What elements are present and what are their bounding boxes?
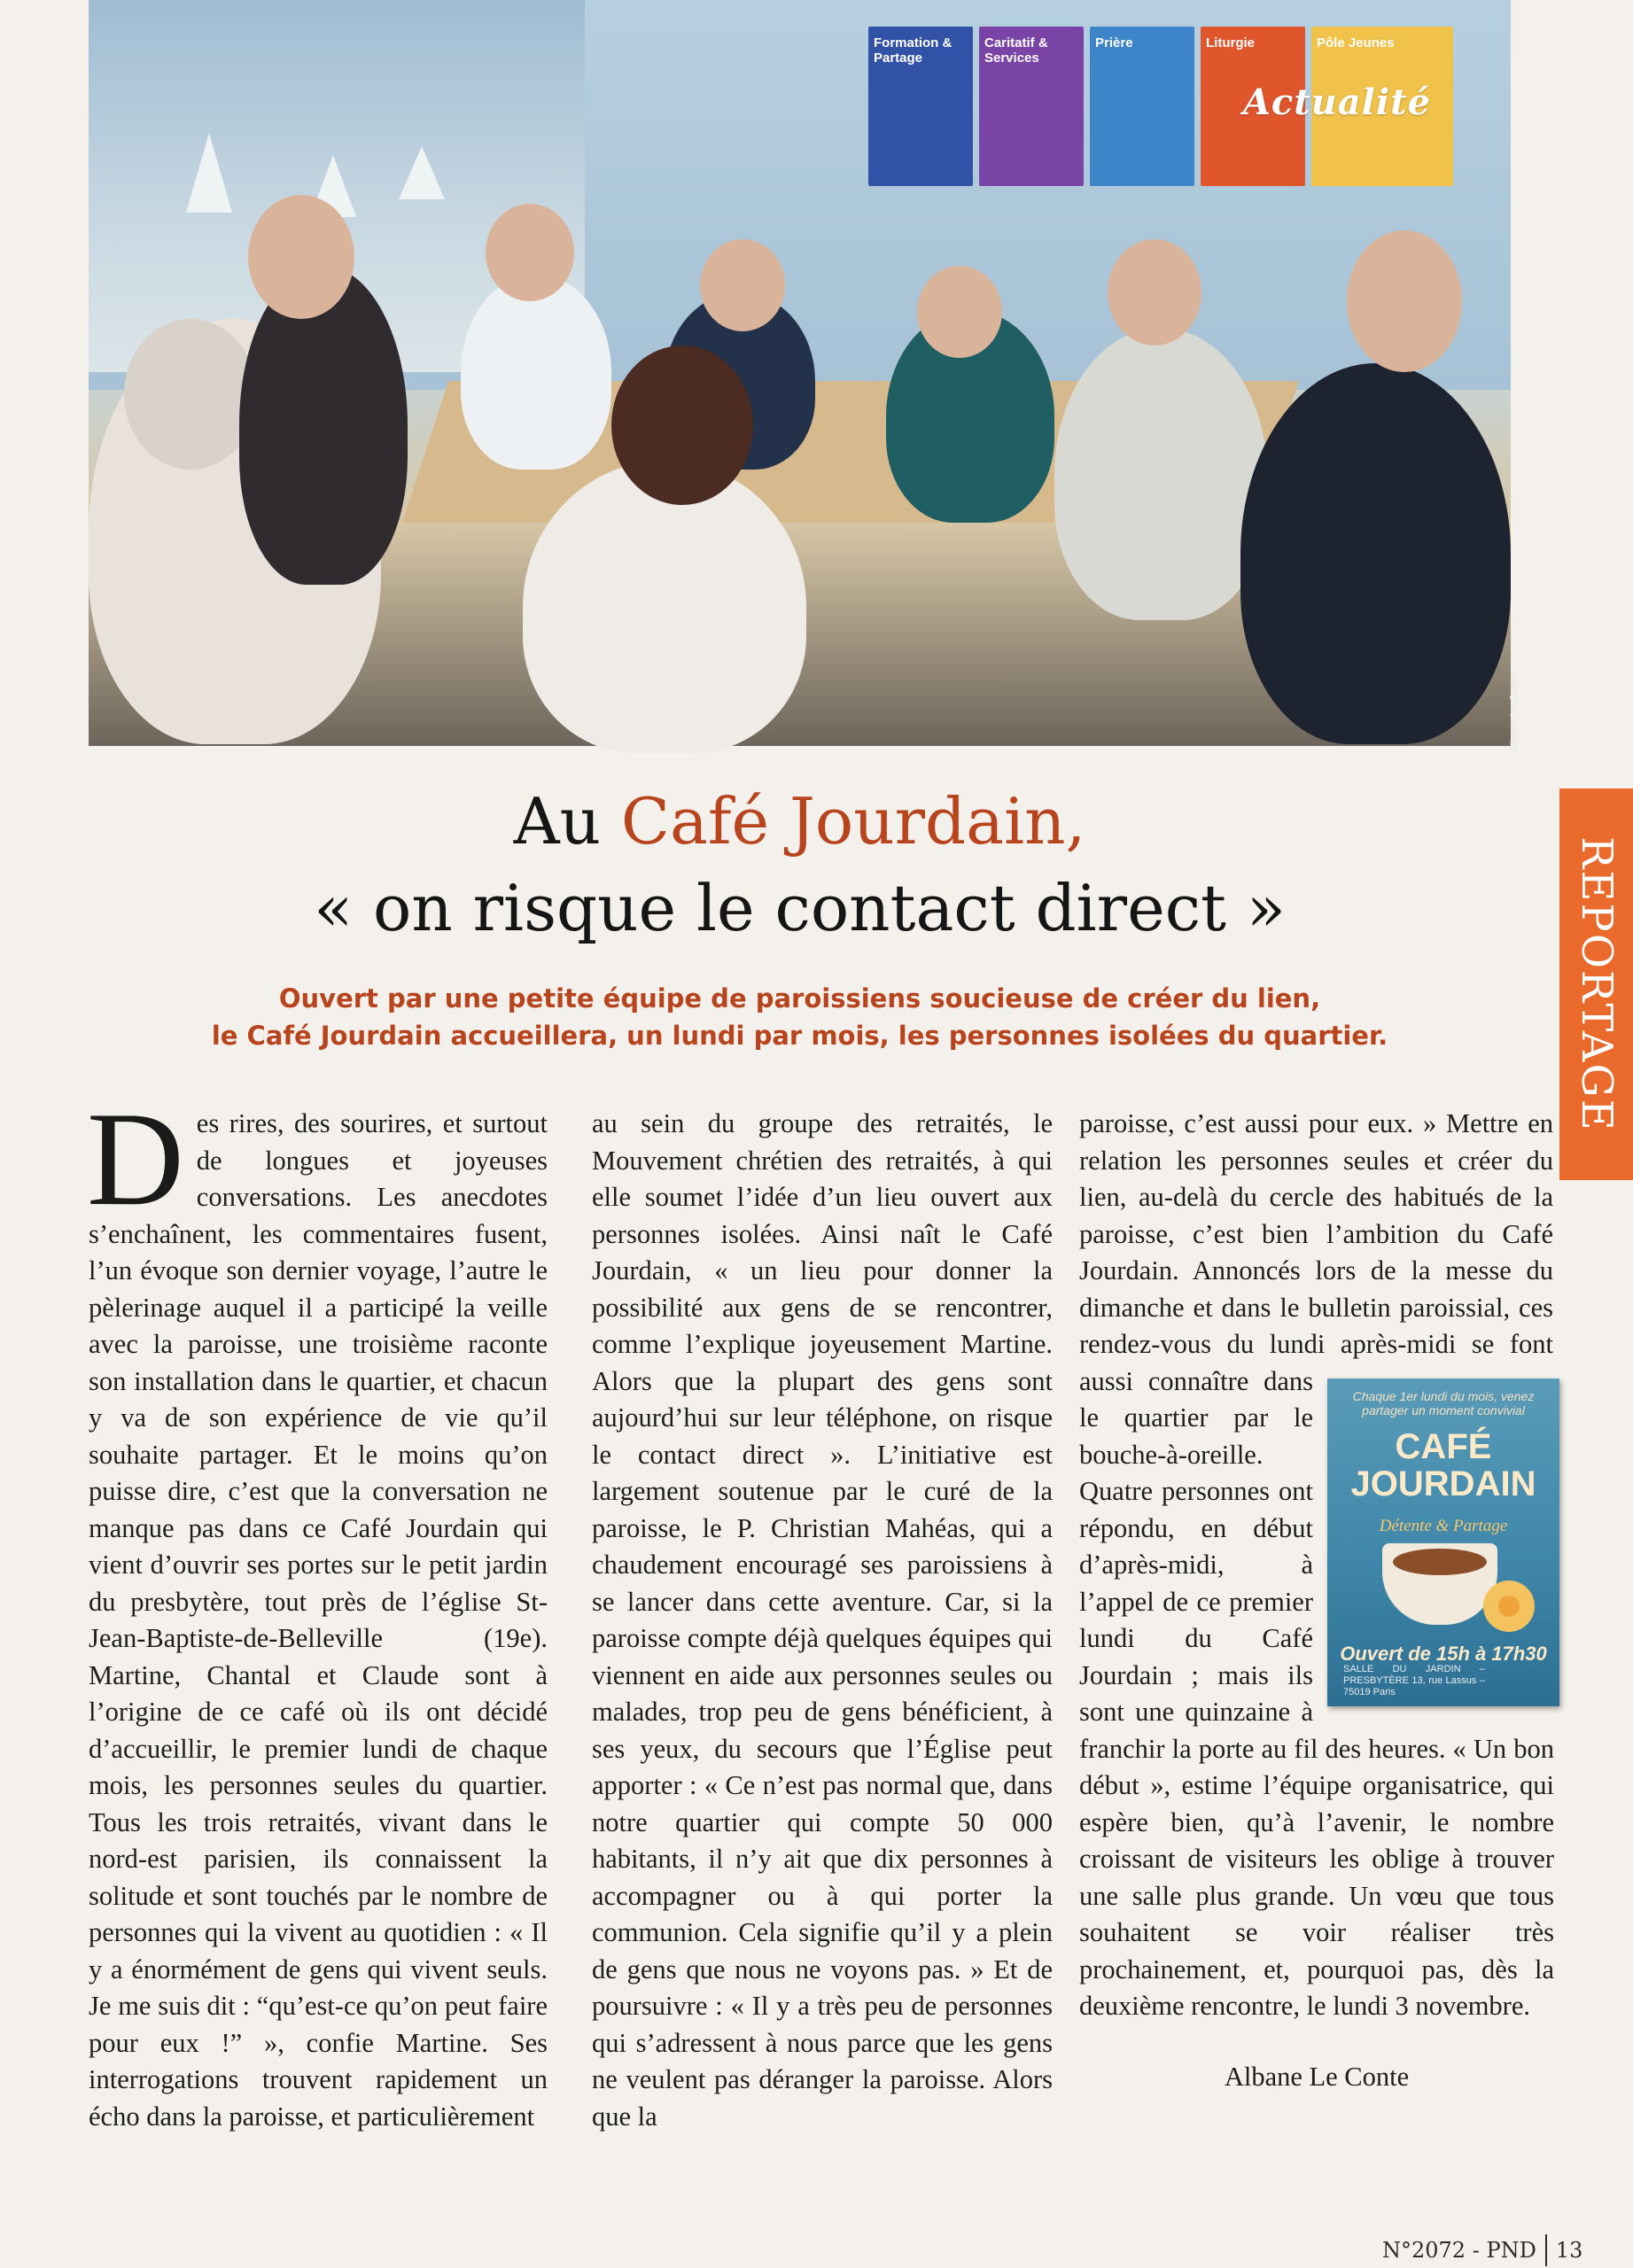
person-shape <box>1240 363 1511 744</box>
float-spacer <box>1553 1106 1554 1379</box>
reportage-tab-label: REPORTAGE <box>1571 836 1621 1132</box>
person-head-shape <box>124 319 257 470</box>
photo-credit: Albane Le Conte <box>1507 673 1520 753</box>
person-shape <box>461 275 611 470</box>
poster-formation <box>868 27 973 186</box>
issue-number: N°2072 - PND <box>1382 2238 1536 2263</box>
author-signature: Albane Le Conte <box>1224 2061 1410 2092</box>
page-folio <box>1382 2234 1582 2266</box>
person-shape <box>239 266 408 585</box>
standfirst <box>89 980 1511 1054</box>
reportage-tab <box>1559 788 1633 1180</box>
person-head-shape <box>1108 239 1201 346</box>
poster-priere <box>1090 27 1194 186</box>
poster-label: Formation & Partage <box>874 35 953 66</box>
group-photo <box>89 0 1520 753</box>
flower-icon <box>1483 1581 1535 1632</box>
person-head-shape <box>248 195 354 319</box>
article-column-1 <box>87 1084 548 2135</box>
headline-prefix: Au <box>513 784 621 858</box>
poster-label: Liturgie <box>1206 35 1255 50</box>
drop-cap: D <box>87 1084 184 1233</box>
coffee-surface-icon <box>1393 1549 1487 1575</box>
sailboat-shape <box>186 133 232 213</box>
leaflet-hours: Ouvert de 15h à 17h30 <box>1340 1643 1547 1665</box>
person-head-shape <box>611 346 753 505</box>
section-label: Actualité <box>1242 82 1431 123</box>
article-text: au sein du groupe des retraités, le Mouvement chrétien des retraités, à qui elle soumet l’idée d’un lieu ouvert aux personnes isolées. Ainsi naît le Café Jourdain, « un lieu pour donner la possibilité aux gens de se rencontrer, comme l’explique joyeusement Martine. Alors que la plupart des gens sont aujourd’hui sur leur téléphone, on risque le contact direct ». L’initiative est largement soutenue par le curé de la paroisse, le P. Christian Mahéas, qui a chaudement encouragé ses paroissiens à se lancer dans cette aventure. Car, si la paroisse compte déjà quelques équipes qui viennent en aide aux personnes seules ou malades, trop peu de gens bénéficient, à ses yeux, du secours que l’Église peut apporter : « Ce n’est pas normal que, dans notre quartier qui compte 50 000 habitants, il n’y ait que dix personnes à accompagner ou à qui porter la communion. Cela signifie qu’il y a plein de gens que nous ne voyons pas. » Et de poursuivre : « Il y a très peu de personnes qui s’adressent à nous parce que les gens ne veulent pas déranger la paroisse. Alors que la <box>592 1108 1053 2132</box>
sailboat-shape <box>399 146 445 199</box>
article-text: es rires, des sourires, et surtout de longues et joyeuses conversations. Les anecdotes s’enchaînent, les commentaires fusent, l’un évoque son dernier voyage, l’autre le pèlerinage auquel il a participé la veille avec la paroisse, une troisième raconte son installation dans le quartier, et chacun y va de son expérience de vie qu’il souhaite partager. Et le moins qu’on puisse dire, c’est que la conversation ne manque pas dans ce Café Jourdain qui vient d’ouvrir ses portes sur le petit jardin du presbytère, tout près de l’église St-Jean-Baptiste-de-Belleville (19e). Martine, Chantal et Claude sont à l’origine de ce café où ils ont décidé d’accueillir, le premier lundi de chaque mois, les personnes seules du quartier. Tous les trois retraités, vivant dans le nord-est parisien, ils connaissent la solitude et sont touchés par le nombre de personnes qui la vivent au quotidien : « Il y a énormément de gens qui vivent seuls. Je me suis dit : “qu’est-ce qu’on peut faire pour eux !” », confie Martine. Ses interrogations trouvent rapidement un écho dans la paroisse, et particulièrement <box>89 1108 548 2132</box>
folio-divider <box>1545 2234 1547 2266</box>
poster-label: Prière <box>1095 35 1133 50</box>
standfirst-line: Ouvert par une petite équipe de paroissiens soucieuse de créer du lien, <box>278 983 1321 1014</box>
article-column-3 <box>1079 1106 1554 2095</box>
person-head-shape <box>486 204 574 301</box>
cafe-leaflet-image <box>1327 1379 1559 1706</box>
page-number: 13 <box>1555 2238 1583 2263</box>
poster-label: Pôle Jeunes <box>1317 35 1395 50</box>
article-text: paroisse, c’est aussi pour eux. » Mettre en relation les personnes seules et créer du lien, au-delà du cercle des habitués de la paroisse, c’est bien l’ambition du Café Jourdain. Annoncés lors de la messe du dimanche et dans le bulletin paroissial, ces rendez-vous du lundi après-midi se font aussi connaître dans le quartier par le bouche-à-oreille. Quatre personnes ont répondu, en début d’après-midi, à l’appel de ce premier lundi du Café Jourdain ; mais ils sont une quinzaine à franchir la porte au fil des heures. « Un bon début », estime l’équipe organisatrice, qui espère bien, qu’à l’avenir, le nombre croissant de visiteurs les oblige à trouver une salle plus grande. Un vœu que tous souhaitent se voir réaliser très prochainement, et, pourquoi pas, dès la deuxième rencontre, le lundi 3 novembre. <box>1079 1108 1554 2021</box>
person-head-shape <box>917 266 1002 358</box>
leaflet-name: CAFÉ JOURDAIN <box>1350 1427 1536 1503</box>
article-column-2 <box>592 1106 1053 2135</box>
standfirst-line: le Café Jourdain accueillera, un lundi par mois, les personnes isolées du quartier. <box>211 1021 1388 1051</box>
person-head-shape <box>700 239 785 331</box>
poster-label: Caritatif & Services <box>984 35 1048 66</box>
poster-caritatif <box>979 27 1084 186</box>
leaflet-tagline: Chaque 1er lundi du mois, venez partager un moment convivial <box>1352 1389 1535 1418</box>
leaflet-address: SALLE DU JARDIN – PRESBYTÈRE 13, rue Lassus – 75019 Paris <box>1343 1664 1485 1697</box>
person-shape <box>523 461 806 753</box>
headline-quote: « on risque le contact direct » <box>314 871 1286 945</box>
leaflet-subtitle: Détente & Partage <box>1379 1517 1508 1535</box>
headline-accent: Café Jourdain, <box>620 784 1086 858</box>
person-shape <box>1054 328 1267 620</box>
person-head-shape <box>1347 230 1462 372</box>
headline <box>89 778 1511 951</box>
